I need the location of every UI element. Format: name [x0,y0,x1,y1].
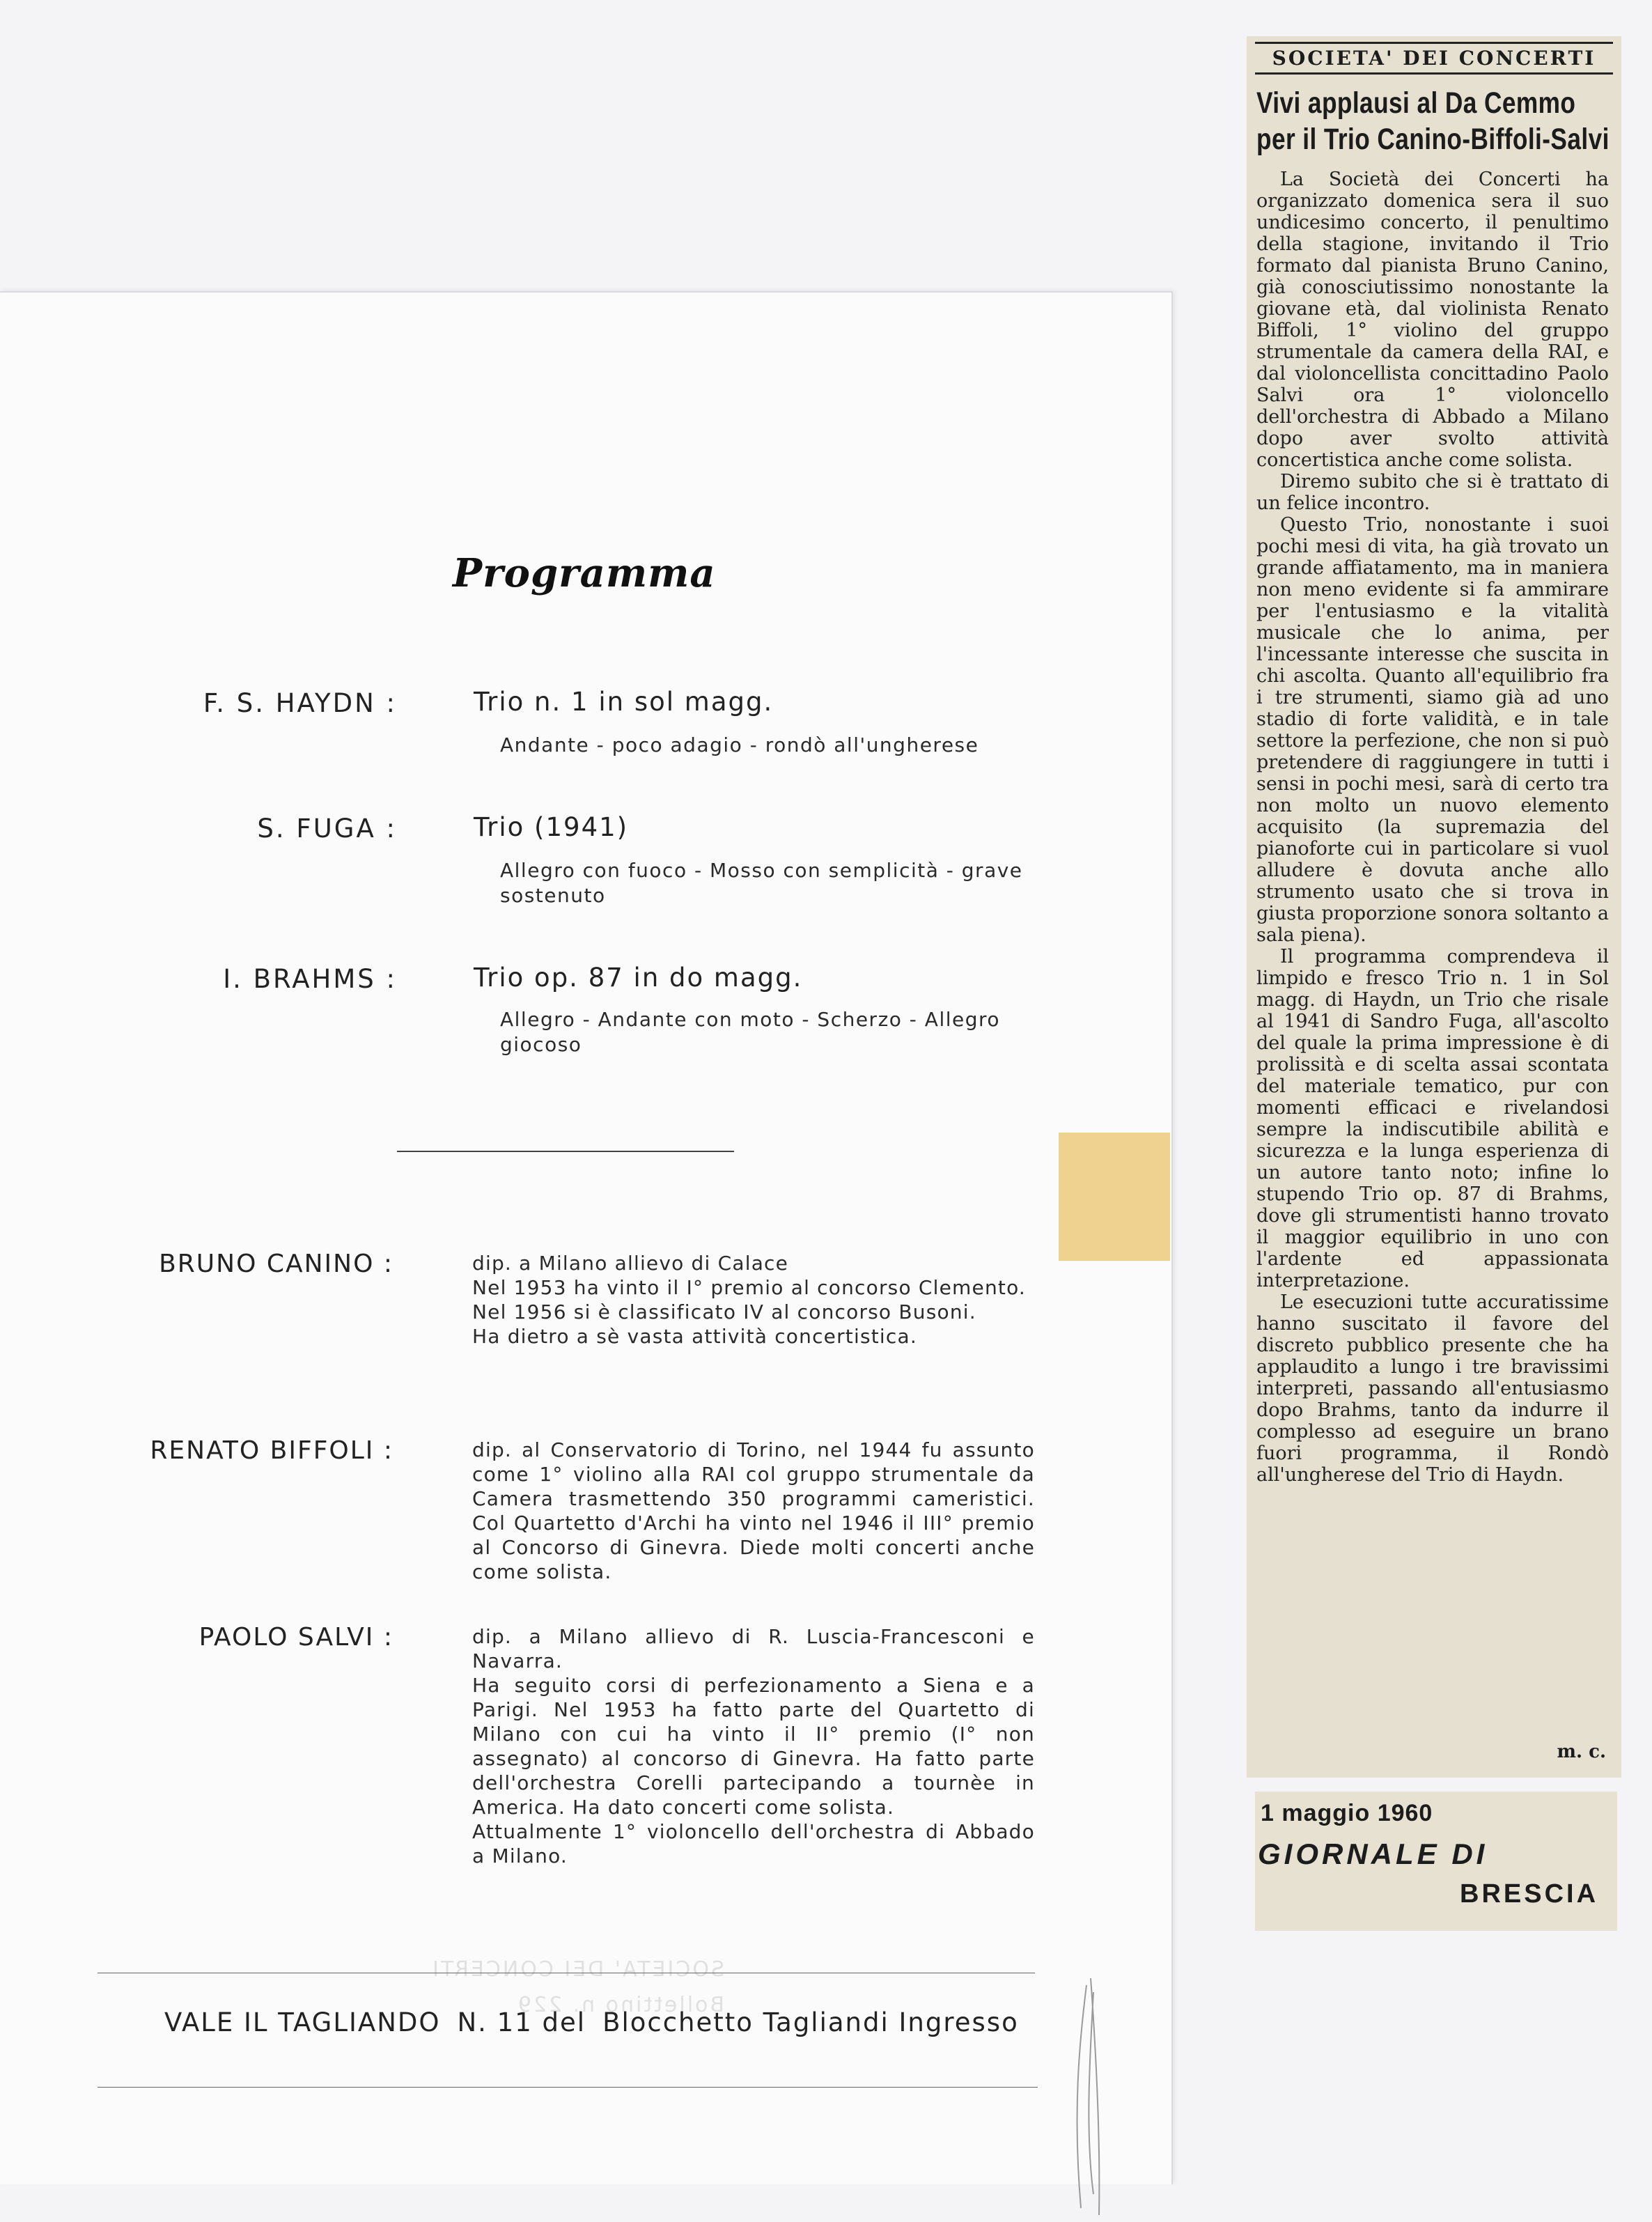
bleed-line: SOCIETA' DEI CONCERTI [430,1957,724,1982]
clipping-paragraph: Il programma comprendeva il limpido e fresco Trio n. 1 in Sol magg. di Haydn, un Trio che risale al 1941 di Sandro Fuga, all'ascolto del quale la prima impressione è di prolissità e di scelta assai scontata del materiale tematico, pur con momenti efficaci e rivelandosi sempre la indiscutibile abilità e sicurezza e la lunga esperienza di un autore tanto noto; infine lo stupendo Trio op. 87 di Brahms, dove gli strumentisti hanno trovato il maggior equilibrio in uno con l'ardente ed appassionata interpretazione. [1256,946,1609,1291]
ticket-number: N. 11 del [457,2007,586,2037]
bleed-line: Bollettino n. 229 [515,1993,724,2017]
work-title-haydn: Trio n. 1 in sol magg. [474,687,774,717]
clipping-newspaper-city: BRESCIA [1460,1879,1599,1909]
bio-line: Attualmente 1° violoncello dell'orchestra di Abbado a Milano. [472,1820,1035,1867]
bio-line: Ha dietro a sè vasta attività concertistica. [472,1325,917,1348]
work-title-brahms: Trio op. 87 in do magg. [474,963,803,993]
clipping-section-heading: SOCIETA' DEI CONCERTI [1255,42,1613,75]
ticket-rule-bottom [98,2087,1038,2088]
performer-name-salvi: PAOLO SALVI : [198,1623,393,1652]
ticket-suffix: Blocchetto Tagliandi Ingresso [602,2007,1019,2037]
section-divider [397,1151,734,1152]
bio-line: dip. al Conservatorio di Torino, nel 1944 fu assunto come 1° violino alla RAI col gruppo strumentale da Camera trasmettendo 350 programmi cameristici. Col Quartetto d'Archi ha vinto nel 1946 il III° premio al Concorso di Ginevra. Diede molti concerti anche come solista. [472,1438,1035,1583]
performer-name-biffoli: RENATO BIFFOLI : [150,1436,393,1465]
performer-name-canino: BRUNO CANINO : [159,1250,393,1278]
yellow-paper-tab [1059,1133,1170,1261]
movements-brahms: Allegro - Andante con moto - Scherzo - Allegro giocoso [500,1008,1001,1056]
composer-fuga: S. FUGA : [257,814,397,844]
clipping-paragraph: Le esecuzioni tutte accuratissime hanno suscitato il favore del discreto pubblico presente che ha applaudito a lungo i tre bravissimi interpreti, passando all'entusiasmo dopo Brahms, tanto da indurre il complesso ad eseguire un brano fuori programma, il Rondò all'ungherese del Trio di Haydn. [1256,1291,1609,1486]
composer-haydn: F. S. HAYDN : [203,688,397,718]
clipping-paragraph: Diremo subito che si è trattato di un felice incontro. [1256,471,1609,514]
performer-bio-canino [472,1251,1035,1349]
movements-haydn: Andante - poco adagio - rondò all'ungherese [500,733,979,756]
bio-line: dip. a Milano allievo di Calace [472,1252,789,1275]
programme-title: Programma [453,550,716,596]
clipping-headline: Vivi applausi al Da Cemmo per il Trio Canino-Biffoli-Salvi [1256,86,1610,156]
clipping-body [1256,169,1609,1486]
programme-sheet [0,291,1173,2184]
clipping-date: 1 maggio 1960 [1261,1800,1433,1826]
movements-fuga: Allegro con fuoco - Mosso con semplicità - grave sostenuto [500,859,1023,907]
work-title-fuga: Trio (1941) [474,812,629,842]
bio-line: Nel 1956 si è classificato IV al concorso Busoni. [472,1300,976,1323]
clipping-paragraph: La Società dei Concerti ha organizzato domenica sera il suo undicesimo concerto, il penultimo della stagione, invitando il Trio formato dal pianista Bruno Canino, già conosciutissimo nonostante la giovane età, dal violinista Renato Biffoli, 1° violino del gruppo strumentale da camera della RAI, e dal violoncellista concittadino Paolo Salvi ora 1° violoncello dell'orchestra di Abbado a Milano dopo aver svolto attività concertistica anche come solista. [1256,169,1609,471]
bio-line: dip. a Milano allievo di R. Luscia-Francesconi e Navarra. [472,1625,1035,1672]
clipping-paragraph: Questo Trio, nonostante i suoi pochi mesi di vita, ha già trovato un grande affiatamento, ma in maniera non meno evidente si fa ammirare per l'entusiasmo e la vitalità musicale che lo anima, per l'incessante interesse che suscita in chi ascolta. Quanto all'equilibrio fra i tre strumenti, siamo già ad uno stadio di forte validità, e in tale settore la perfezione, che non si può pretendere di raggiungere in tutti i sensi in pochi mesi, sarà di certo tra non molto un nuovo elemento acquisito (la supremazia del pianoforte cui in particolare si vuol alludere è dovuta anche allo strumento usato che si trova in giusta proporzione sonora soltanto a sala piena). [1256,514,1609,946]
bio-line: Ha seguito corsi di perfezionamento a Siena e a Parigi. Nel 1953 ha fatto parte del Quartetto di Milano con cui ha vinto il II° premio (I° non assegnato) al concorso di Ginevra. Ha fatto parte dell'orchestra Corelli partecipando a tournèe in America. Ha dato concerti come solista. [472,1674,1035,1819]
performer-bio-salvi [472,1624,1035,1868]
composer-brahms: I. BRAHMS : [223,964,397,994]
pencil-scribble [1066,1971,1121,2222]
performer-bio-biffoli [472,1438,1035,1584]
ticket-prefix: VALE IL TAGLIANDO [164,2007,441,2037]
clipping-newspaper-name: GIORNALE DI [1258,1838,1488,1870]
ticket-line [164,2007,1036,2037]
newspaper-clipping [1247,36,1621,1931]
clipping-signature: m. c. [1557,1741,1606,1762]
bio-line: Nel 1953 ha vinto il I° premio al concorso Clemento. [472,1276,1027,1299]
